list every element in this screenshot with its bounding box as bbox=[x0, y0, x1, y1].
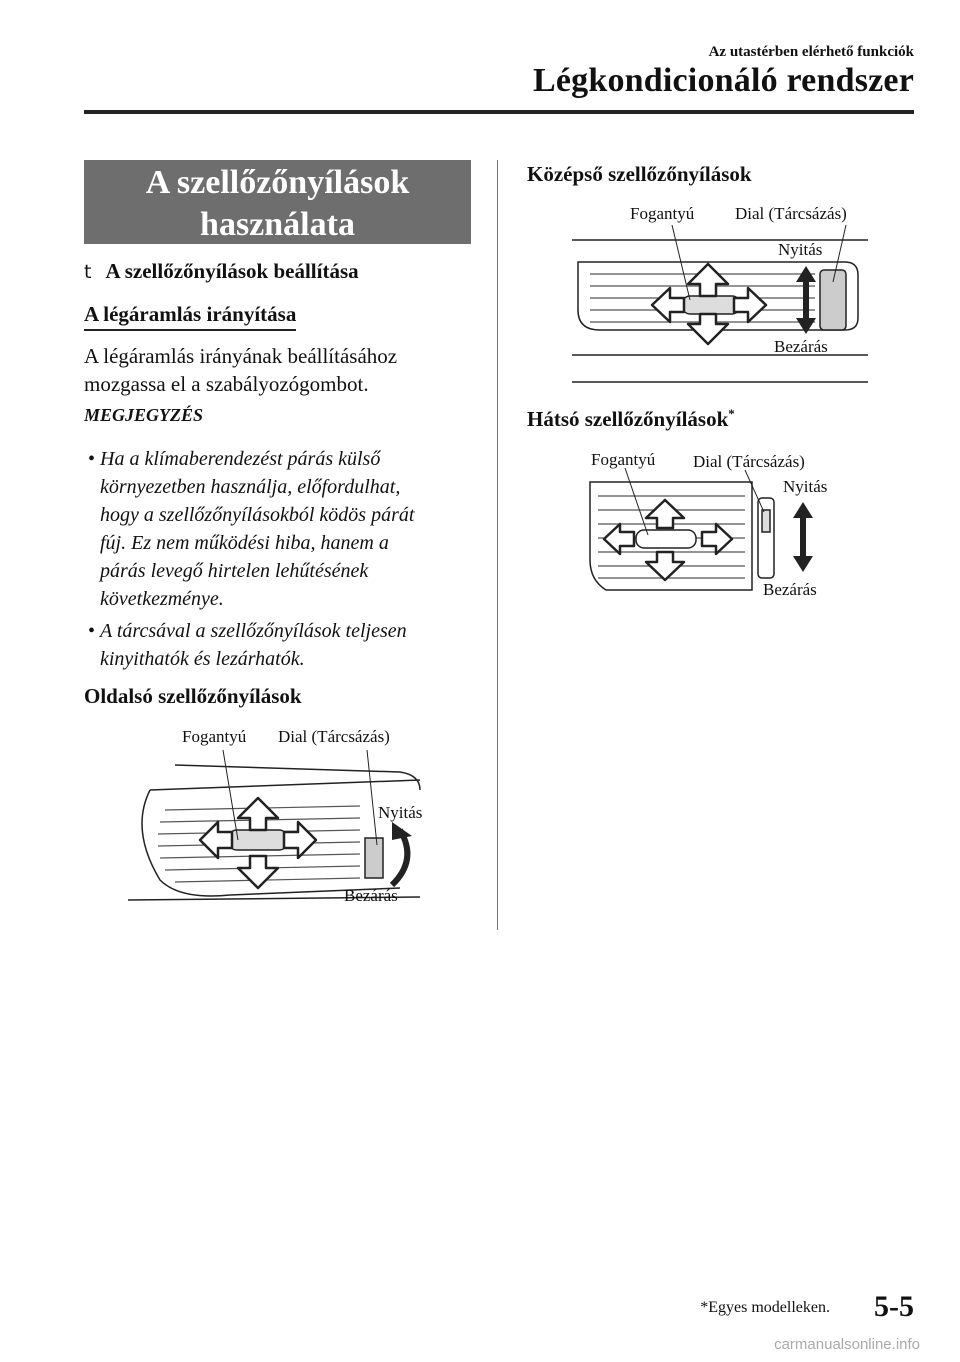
note-line: kinyithatók és lezárhatók. bbox=[100, 648, 305, 670]
note-line: környezetben használja, előfordulhat, bbox=[100, 476, 401, 498]
note-line: fúj. Ez nem működési hiba, hanem a bbox=[100, 532, 389, 554]
section-title-line1: A szellőzőnyílások bbox=[145, 164, 410, 201]
note-line: Ha a klímaberendezést párás külső bbox=[100, 448, 381, 470]
page-title: Légkondicionáló rendszer bbox=[532, 62, 914, 99]
rear-vents-heading-text: Hátsó szellőzőnyílások bbox=[527, 407, 729, 431]
center-vents-heading: Középső szellőzőnyílások bbox=[527, 162, 752, 186]
airflow-line: mozgassa el a szabályozógombot. bbox=[84, 372, 369, 396]
rear-close-label: Bezárás bbox=[763, 580, 817, 599]
center-open-label: Nyitás bbox=[778, 240, 823, 259]
note-line: párás levegő hirtelen lehűtésének bbox=[100, 560, 369, 582]
note-line: hogy a szellőzőnyílásokból ködös párát bbox=[100, 504, 415, 526]
note-bullet: • bbox=[88, 620, 96, 642]
note-bullet: • bbox=[88, 448, 96, 470]
watermark: carmanualsonline.info bbox=[774, 1336, 920, 1353]
note-line: A tárcsával a szellőzőnyílások teljesen bbox=[100, 620, 407, 642]
rear-dial-label: Dial (Tárcsázás) bbox=[693, 452, 805, 471]
note-heading: MEGJEGYZÉS bbox=[84, 405, 204, 425]
center-close-label: Bezárás bbox=[774, 337, 828, 356]
page-number: 5-5 bbox=[874, 1290, 914, 1323]
airflow-heading: A légáramlás irányítása bbox=[84, 302, 296, 331]
side-handle-label: Fogantyú bbox=[182, 727, 247, 746]
chapter-label: Az utastérben elérhető funkciók bbox=[708, 44, 914, 60]
note-line: következménye. bbox=[100, 588, 224, 610]
footnote: *Egyes modelleken. bbox=[700, 1299, 830, 1316]
section-title-line2: használata bbox=[200, 206, 355, 243]
side-close-label: Bezárás bbox=[344, 886, 398, 905]
rear-handle-label: Fogantyú bbox=[591, 450, 656, 469]
subheading-bullet: t bbox=[84, 261, 92, 283]
side-vents-heading: Oldalsó szellőzőnyílások bbox=[84, 684, 302, 708]
side-open-label: Nyitás bbox=[378, 803, 423, 822]
subheading-text: A szellőzőnyílások beállítása bbox=[105, 259, 359, 283]
side-dial-label: Dial (Tárcsázás) bbox=[278, 727, 390, 746]
center-dial-label: Dial (Tárcsázás) bbox=[735, 204, 847, 223]
center-handle-label: Fogantyú bbox=[630, 204, 695, 223]
model-dependent-star: * bbox=[728, 406, 735, 421]
airflow-line: A légáramlás irányának beállításához bbox=[84, 344, 398, 368]
rear-open-label: Nyitás bbox=[783, 477, 828, 496]
